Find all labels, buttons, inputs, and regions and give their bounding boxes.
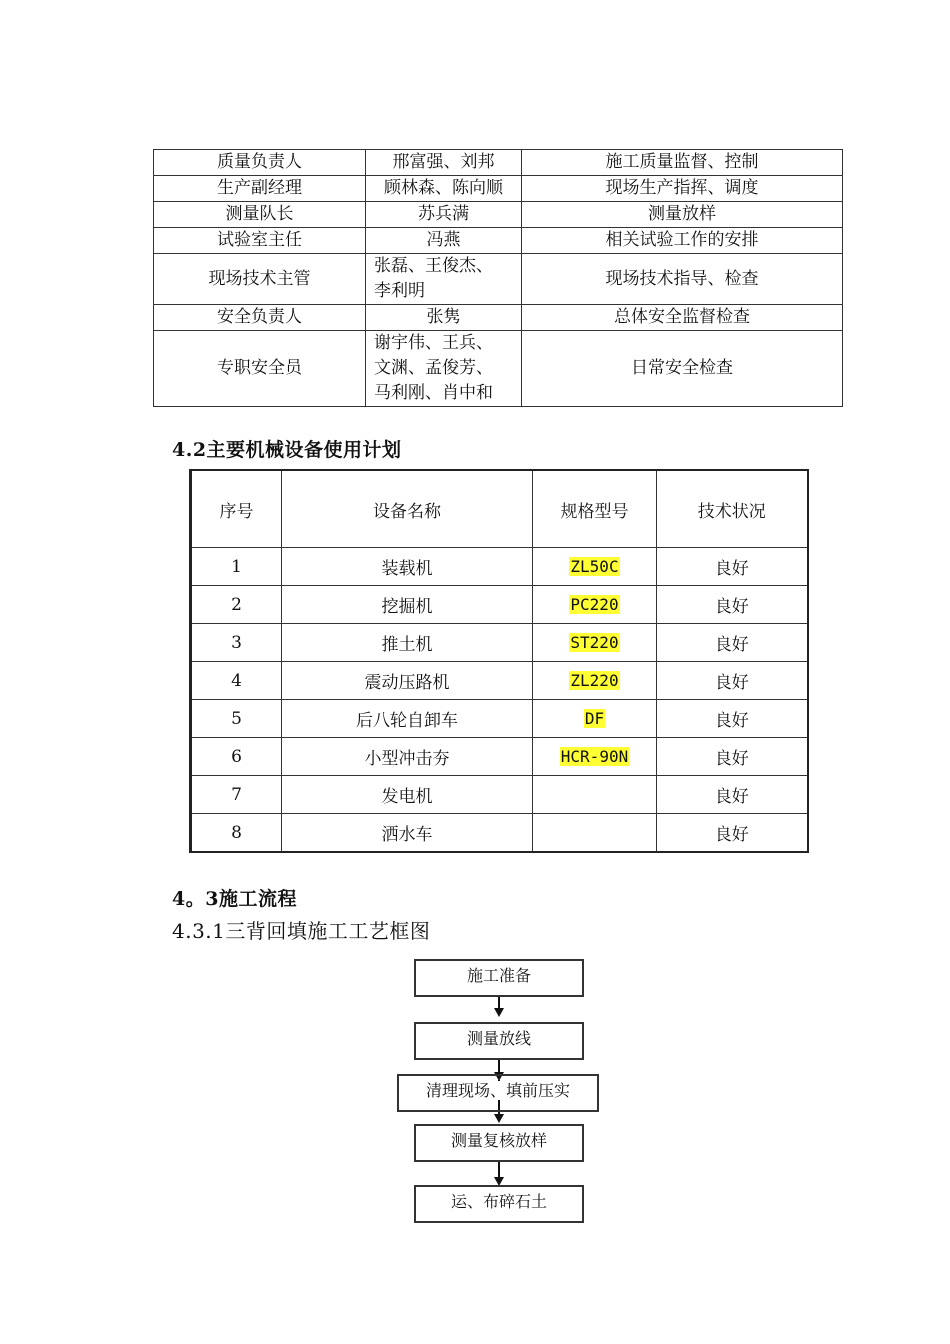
personnel-names — [366, 150, 522, 176]
section-4-2-heading: 4.2主要机械设备使用计划 — [172, 439, 402, 461]
equipment-model-text: HCR-90N — [560, 746, 629, 766]
header-name: 设备名称 — [282, 470, 533, 548]
equipment-no: 1 — [191, 548, 282, 586]
personnel-table-body — [154, 150, 843, 407]
personnel-role: 测量队长 — [154, 202, 366, 228]
equipment-model — [533, 738, 657, 776]
equipment-name: 发电机 — [282, 776, 533, 814]
equipment-name: 小型冲击夯 — [282, 738, 533, 776]
equipment-model-text: DF — [584, 708, 605, 728]
equipment-model — [533, 624, 657, 662]
equipment-model — [533, 586, 657, 624]
equipment-status: 良好 — [657, 776, 808, 814]
flow-connector — [498, 1162, 500, 1178]
flow-step-label: 清理现场、填前压实 — [425, 1081, 570, 1100]
equipment-name: 洒水车 — [282, 814, 533, 853]
personnel-names — [366, 305, 522, 331]
personnel-name-line: 邢富强、刘邦 — [392, 152, 495, 172]
personnel-row — [154, 150, 843, 176]
personnel-names — [366, 254, 522, 305]
equipment-status: 良好 — [657, 662, 808, 700]
equipment-model-text: ZL50C — [570, 556, 619, 576]
flow-step-recheck — [414, 1124, 584, 1162]
equipment-model — [533, 662, 657, 700]
equipment-no: 4 — [191, 662, 282, 700]
arrow-down-icon — [494, 1008, 504, 1017]
personnel-row — [154, 305, 843, 331]
personnel-duty: 测量放样 — [522, 202, 843, 228]
personnel-names — [366, 228, 522, 254]
equipment-no: 3 — [191, 624, 282, 662]
equipment-row — [191, 586, 808, 624]
equipment-model — [533, 776, 657, 814]
equipment-status: 良好 — [657, 586, 808, 624]
flow-step-label: 测量复核放样 — [450, 1131, 547, 1150]
personnel-role: 质量负责人 — [154, 150, 366, 176]
equipment-name: 挖掘机 — [282, 586, 533, 624]
personnel-role: 生产副经理 — [154, 176, 366, 202]
flow-step-label: 施工准备 — [466, 966, 531, 985]
equipment-row — [191, 662, 808, 700]
equipment-name: 装载机 — [282, 548, 533, 586]
equipment-model-text: PC220 — [570, 594, 619, 614]
section-4-3-heading: 4。3施工流程 — [172, 888, 297, 910]
equipment-status: 良好 — [657, 814, 808, 853]
equipment-no: 7 — [191, 776, 282, 814]
equipment-row — [191, 548, 808, 586]
equipment-row — [191, 776, 808, 814]
equipment-no: 2 — [191, 586, 282, 624]
personnel-names — [366, 331, 522, 407]
personnel-duty: 施工质量监督、控制 — [522, 150, 843, 176]
header-model: 规格型号 — [533, 470, 657, 548]
personnel-name-line: 谢宇伟、王兵、 — [374, 333, 493, 353]
equipment-status: 良好 — [657, 738, 808, 776]
personnel-row — [154, 176, 843, 202]
personnel-name-line: 苏兵满 — [418, 204, 469, 224]
personnel-name-line: 张磊、王俊杰、 — [374, 256, 493, 276]
personnel-duty: 总体安全监督检查 — [522, 305, 843, 331]
personnel-duty: 现场生产指挥、调度 — [522, 176, 843, 202]
equipment-no: 6 — [191, 738, 282, 776]
personnel-name-line: 张隽 — [426, 307, 461, 327]
flow-step-label: 运、布碎石土 — [450, 1192, 547, 1211]
personnel-role: 安全负责人 — [154, 305, 366, 331]
equipment-row — [191, 624, 808, 662]
equipment-model-text: ZL220 — [570, 670, 619, 690]
equipment-name: 震动压路机 — [282, 662, 533, 700]
flow-step-clear-compact — [397, 1074, 599, 1112]
equipment-status: 良好 — [657, 548, 808, 586]
header-status: 技术状况 — [657, 470, 808, 548]
equipment-model — [533, 814, 657, 853]
personnel-table — [153, 149, 843, 407]
section-4-3-1-heading: 4.3.1三背回填施工工艺框图 — [172, 919, 431, 943]
header-no: 序号 — [191, 470, 282, 548]
equipment-status: 良好 — [657, 624, 808, 662]
arrow-down-icon — [494, 1114, 504, 1123]
equipment-table — [189, 469, 809, 853]
personnel-name-line: 马利刚、肖中和 — [374, 383, 493, 403]
flow-step-prepare — [414, 959, 584, 997]
personnel-row — [154, 331, 843, 407]
equipment-name: 推土机 — [282, 624, 533, 662]
flow-step-transport-spread — [414, 1185, 584, 1223]
personnel-row — [154, 254, 843, 305]
equipment-header-row — [191, 470, 808, 548]
personnel-duty: 日常安全检查 — [522, 331, 843, 407]
personnel-name-line: 顾林森、陈向顺 — [384, 178, 503, 198]
equipment-name: 后八轮自卸车 — [282, 700, 533, 738]
personnel-name-line: 冯燕 — [426, 230, 461, 250]
personnel-names — [366, 176, 522, 202]
equipment-model — [533, 700, 657, 738]
flow-step-label: 测量放线 — [466, 1029, 531, 1048]
personnel-role: 试验室主任 — [154, 228, 366, 254]
flow-step-survey — [414, 1022, 584, 1060]
personnel-name-line: 李利明 — [374, 281, 425, 301]
personnel-row — [154, 202, 843, 228]
personnel-duty: 现场技术指导、检查 — [522, 254, 843, 305]
personnel-role: 专职安全员 — [154, 331, 366, 407]
equipment-table-body — [191, 548, 808, 853]
personnel-row — [154, 228, 843, 254]
personnel-role: 现场技术主管 — [154, 254, 366, 305]
equipment-no: 8 — [191, 814, 282, 853]
equipment-model — [533, 548, 657, 586]
equipment-no: 5 — [191, 700, 282, 738]
equipment-status: 良好 — [657, 700, 808, 738]
personnel-names — [366, 202, 522, 228]
personnel-duty: 相关试验工作的安排 — [522, 228, 843, 254]
equipment-model-text: ST220 — [570, 632, 619, 652]
equipment-row — [191, 814, 808, 853]
personnel-name-line: 文渊、孟俊芳、 — [374, 358, 493, 378]
equipment-row — [191, 700, 808, 738]
equipment-row — [191, 738, 808, 776]
